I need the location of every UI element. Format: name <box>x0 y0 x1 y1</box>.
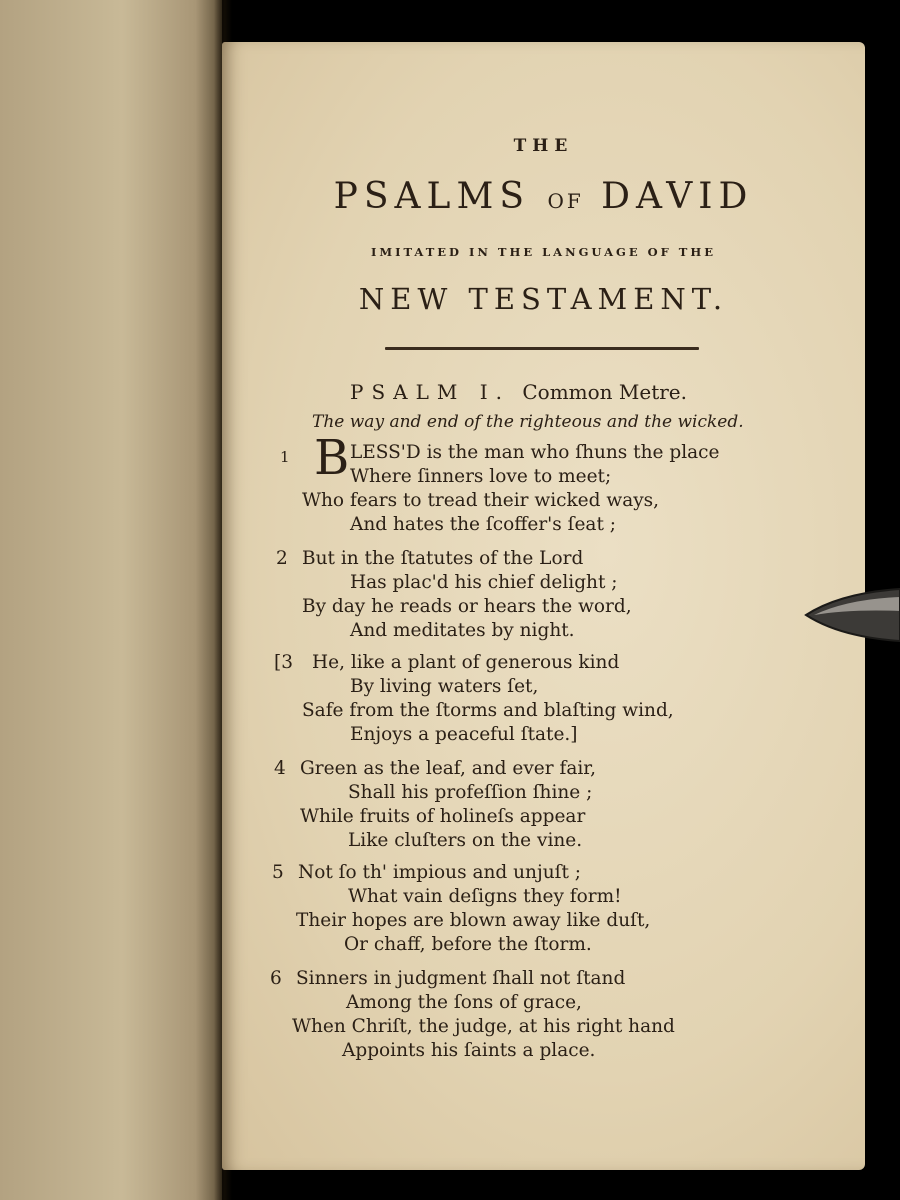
verse-number: 2 <box>276 548 288 569</box>
verse-line: Not ſo th' impious and unjuſt ; <box>298 862 582 883</box>
right-page <box>222 42 865 1170</box>
verse-line: Where ſinners love to meet; <box>350 466 612 487</box>
title-psalms: PSALMS <box>333 176 530 217</box>
verse-line: Has plac'd his chief delight ; <box>350 572 618 593</box>
title-david: DAVID <box>601 176 754 217</box>
verse-line: Like cluſters on the vine. <box>348 830 583 851</box>
verse-number: 1 <box>280 448 290 466</box>
verse-line: Appoints his ſaints a place. <box>342 1040 596 1061</box>
verse-number: 5 <box>272 862 284 883</box>
verse-line: By day he reads or hears the word, <box>302 596 632 617</box>
verse-line: But in the ſtatutes of the Lord <box>302 548 584 569</box>
verse-line: He, like a plant of generous kind <box>312 652 620 673</box>
title-imitated: IMITATED IN THE LANGUAGE OF THE <box>370 245 716 259</box>
verse-number: [3 <box>274 652 293 673</box>
verse-line: Or chaff, before the ſtorm. <box>344 934 592 955</box>
verse-line: What vain deſigns they form! <box>348 886 622 907</box>
verse-line: LESS'D is the man who ſhuns the place <box>350 442 720 463</box>
verse-line: Safe from the ſtorms and blaſting wind, <box>302 700 674 721</box>
verse-line: Shall his profeſſion ſhine ; <box>348 782 593 803</box>
left-page <box>0 0 222 1200</box>
title-new-testament: NEW TESTAMENT. <box>358 282 729 316</box>
verse-line: When Chriſt, the judge, at his right hand <box>292 1016 675 1037</box>
verse-line: And meditates by night. <box>350 620 575 641</box>
verse-line: Their hopes are blown away like duſt, <box>296 910 651 931</box>
book-title <box>222 176 865 217</box>
verse-line: By living waters ſet, <box>350 676 539 697</box>
verse-line: Green as the leaf, and ever fair, <box>300 758 596 779</box>
drop-cap: B <box>314 430 350 486</box>
title-the: THE <box>513 136 574 156</box>
verse-number: 6 <box>270 968 282 989</box>
verse-line: And hates the ſcoffer's ſeat ; <box>350 514 616 535</box>
page-marker <box>800 585 900 645</box>
psalm-subtitle: The way and end of the righteous and the wicked. <box>312 412 744 432</box>
title-of: OF <box>547 189 584 213</box>
verse-line: Sinners in judgment ſhall not ſtand <box>296 968 626 989</box>
verse-line: Enjoys a peaceful ſtate.] <box>350 724 578 745</box>
psalm-title: PSALM I. <box>350 380 510 404</box>
psalm-metre: Common Metre. <box>522 380 688 404</box>
title-rule <box>385 347 699 350</box>
verse-line: While fruits of holineſs appear <box>300 806 586 827</box>
psalm-heading <box>350 380 687 404</box>
verse-line: Among the ſons of grace, <box>346 992 582 1013</box>
verse-number: 4 <box>274 758 286 779</box>
verse-line: Who fears to tread their wicked ways, <box>302 490 660 511</box>
page-content <box>222 42 865 1170</box>
